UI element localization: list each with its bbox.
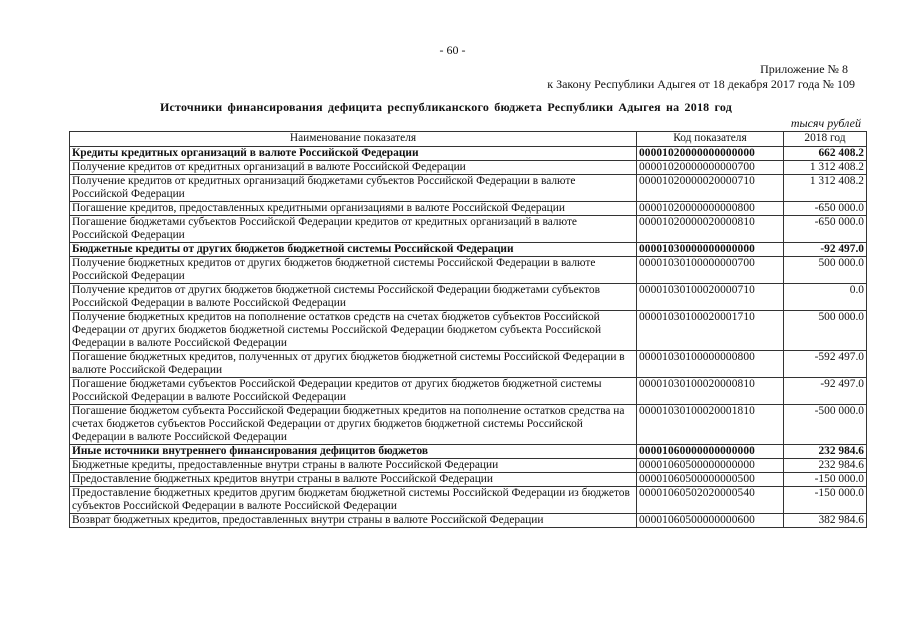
amount-cell: -92 497.0	[784, 378, 867, 405]
amount-cell: -650 000.0	[784, 216, 867, 243]
table-row	[70, 473, 867, 487]
indicator-name-cell: Бюджетные кредиты, предоставленные внутри страны в валюте Российской Федерации	[70, 459, 637, 473]
indicator-code-cell: 00001020000000000000	[637, 147, 784, 161]
indicator-code-cell: 00001030100020000710	[637, 284, 784, 311]
indicator-code-cell: 00001030100000000800	[637, 351, 784, 378]
table-row	[70, 284, 867, 311]
amount-cell: 500 000.0	[784, 311, 867, 351]
column-header-name: Наименование показателя	[70, 132, 637, 147]
indicator-code-cell: 00001030100020001810	[637, 405, 784, 445]
indicator-name-cell: Бюджетные кредиты от других бюджетов бюджетной системы Российской Федерации	[70, 243, 637, 257]
indicator-name-cell: Погашение бюджетами субъектов Российской Федерации кредитов от других бюджетов бюджетной системы Российской Федерации в валюте Российской Федерации	[70, 378, 637, 405]
indicator-code-cell: 00001060500000000500	[637, 473, 784, 487]
indicator-code-cell: 00001030100020001710	[637, 311, 784, 351]
amount-cell: 232 984.6	[784, 459, 867, 473]
amount-cell: -150 000.0	[784, 473, 867, 487]
table-body	[70, 147, 867, 528]
amount-cell: 0.0	[784, 284, 867, 311]
table-row	[70, 459, 867, 473]
indicator-name-cell: Погашение бюджетом субъекта Российской Федерации бюджетных кредитов на пополнение остатков средства на счетах бюджетов субъектов Российской Федерации от других бюджетов бюджетной системы Российской Федерации в валюте Российской Федерации	[70, 405, 637, 445]
table-row	[70, 147, 867, 161]
table-row	[70, 487, 867, 514]
indicator-code-cell: 00001060500000000600	[637, 514, 784, 528]
indicator-code-cell: 00001020000000000700	[637, 161, 784, 175]
indicator-name-cell: Погашение бюджетных кредитов, полученных от других бюджетов бюджетной системы Российской Федерации в валюте Российской Федерации	[70, 351, 637, 378]
indicator-code-cell: 00001060502020000540	[637, 487, 784, 514]
amount-cell: -592 497.0	[784, 351, 867, 378]
table-row	[70, 351, 867, 378]
indicator-code-cell: 00001060500000000000	[637, 459, 784, 473]
indicator-code-cell: 00001030100020000810	[637, 378, 784, 405]
amount-cell: -650 000.0	[784, 202, 867, 216]
table-row	[70, 378, 867, 405]
indicator-code-cell: 00001020000000000800	[637, 202, 784, 216]
amount-cell: 232 984.6	[784, 445, 867, 459]
indicator-name-cell: Получение бюджетных кредитов на пополнение остатков средств на счетах бюджетов субъектов Российской Федерации от других бюджетов бюджетной системы Российской Федерации бюджетом субъекта Российской Федерации в валюте Российской Федерации	[70, 311, 637, 351]
amount-cell: -150 000.0	[784, 487, 867, 514]
table-row	[70, 257, 867, 284]
indicator-code-cell: 00001060000000000000	[637, 445, 784, 459]
appendix-label: Приложение № 8	[760, 62, 848, 76]
indicator-code-cell: 00001030000000000000	[637, 243, 784, 257]
indicator-name-cell: Кредиты кредитных организаций в валюте Российской Федерации	[70, 147, 637, 161]
financing-table	[69, 131, 867, 528]
indicator-name-cell: Предоставление бюджетных кредитов внутри страны в валюте Российской Федерации	[70, 473, 637, 487]
amount-cell: 1 312 408.2	[784, 175, 867, 202]
table-row	[70, 175, 867, 202]
indicator-code-cell: 00001030100000000700	[637, 257, 784, 284]
document-title: Источники финансирования дефицита республиканского бюджета Республики Адыгея на 2018 год	[160, 100, 733, 114]
indicator-name-cell: Получение кредитов от кредитных организаций в валюте Российской Федерации	[70, 161, 637, 175]
table-row	[70, 514, 867, 528]
indicator-name-cell: Погашение бюджетами субъектов Российской Федерации кредитов от кредитных организаций в валюте Российской Федерации	[70, 216, 637, 243]
column-header-year: 2018 год	[784, 132, 867, 147]
units-label: тысяч рублей	[790, 116, 861, 130]
indicator-name-cell: Предоставление бюджетных кредитов другим бюджетам бюджетной системы Российской Федерации из бюджетов субъектов Российской Федерации в валюте Российской Федерации	[70, 487, 637, 514]
amount-cell: 1 312 408.2	[784, 161, 867, 175]
indicator-name-cell: Получение бюджетных кредитов от других бюджетов бюджетной системы Российской Федерации в валюте Российской Федерации	[70, 257, 637, 284]
table-row	[70, 405, 867, 445]
table-row	[70, 311, 867, 351]
table-header-row	[70, 132, 867, 147]
table-row	[70, 161, 867, 175]
indicator-name-cell: Получение кредитов от других бюджетов бюджетной системы Российской Федерации бюджетами субъектов Российской Федерации в валюте Российской Федерации	[70, 284, 637, 311]
law-reference: к Закону Республики Адыгея от 18 декабря 2017 года № 109	[547, 77, 855, 91]
amount-cell: 662 408.2	[784, 147, 867, 161]
amount-cell: -92 497.0	[784, 243, 867, 257]
indicator-name-cell: Иные источники внутреннего финансирования дефицитов бюджетов	[70, 445, 637, 459]
indicator-name-cell: Возврат бюджетных кредитов, предоставленных внутри страны в валюте Российской Федерации	[70, 514, 637, 528]
amount-cell: 500 000.0	[784, 257, 867, 284]
indicator-name-cell: Погашение кредитов, предоставленных кредитными организациями в валюте Российской Федерации	[70, 202, 637, 216]
table-row	[70, 445, 867, 459]
table-row	[70, 216, 867, 243]
page-number: - 60 -	[439, 43, 466, 57]
column-header-code: Код показателя	[637, 132, 784, 147]
table-row	[70, 202, 867, 216]
amount-cell: -500 000.0	[784, 405, 867, 445]
indicator-code-cell: 00001020000020000710	[637, 175, 784, 202]
indicator-code-cell: 00001020000020000810	[637, 216, 784, 243]
amount-cell: 382 984.6	[784, 514, 867, 528]
table-row	[70, 243, 867, 257]
indicator-name-cell: Получение кредитов от кредитных организаций бюджетами субъектов Российской Федерации в валюте Российской Федерации	[70, 175, 637, 202]
